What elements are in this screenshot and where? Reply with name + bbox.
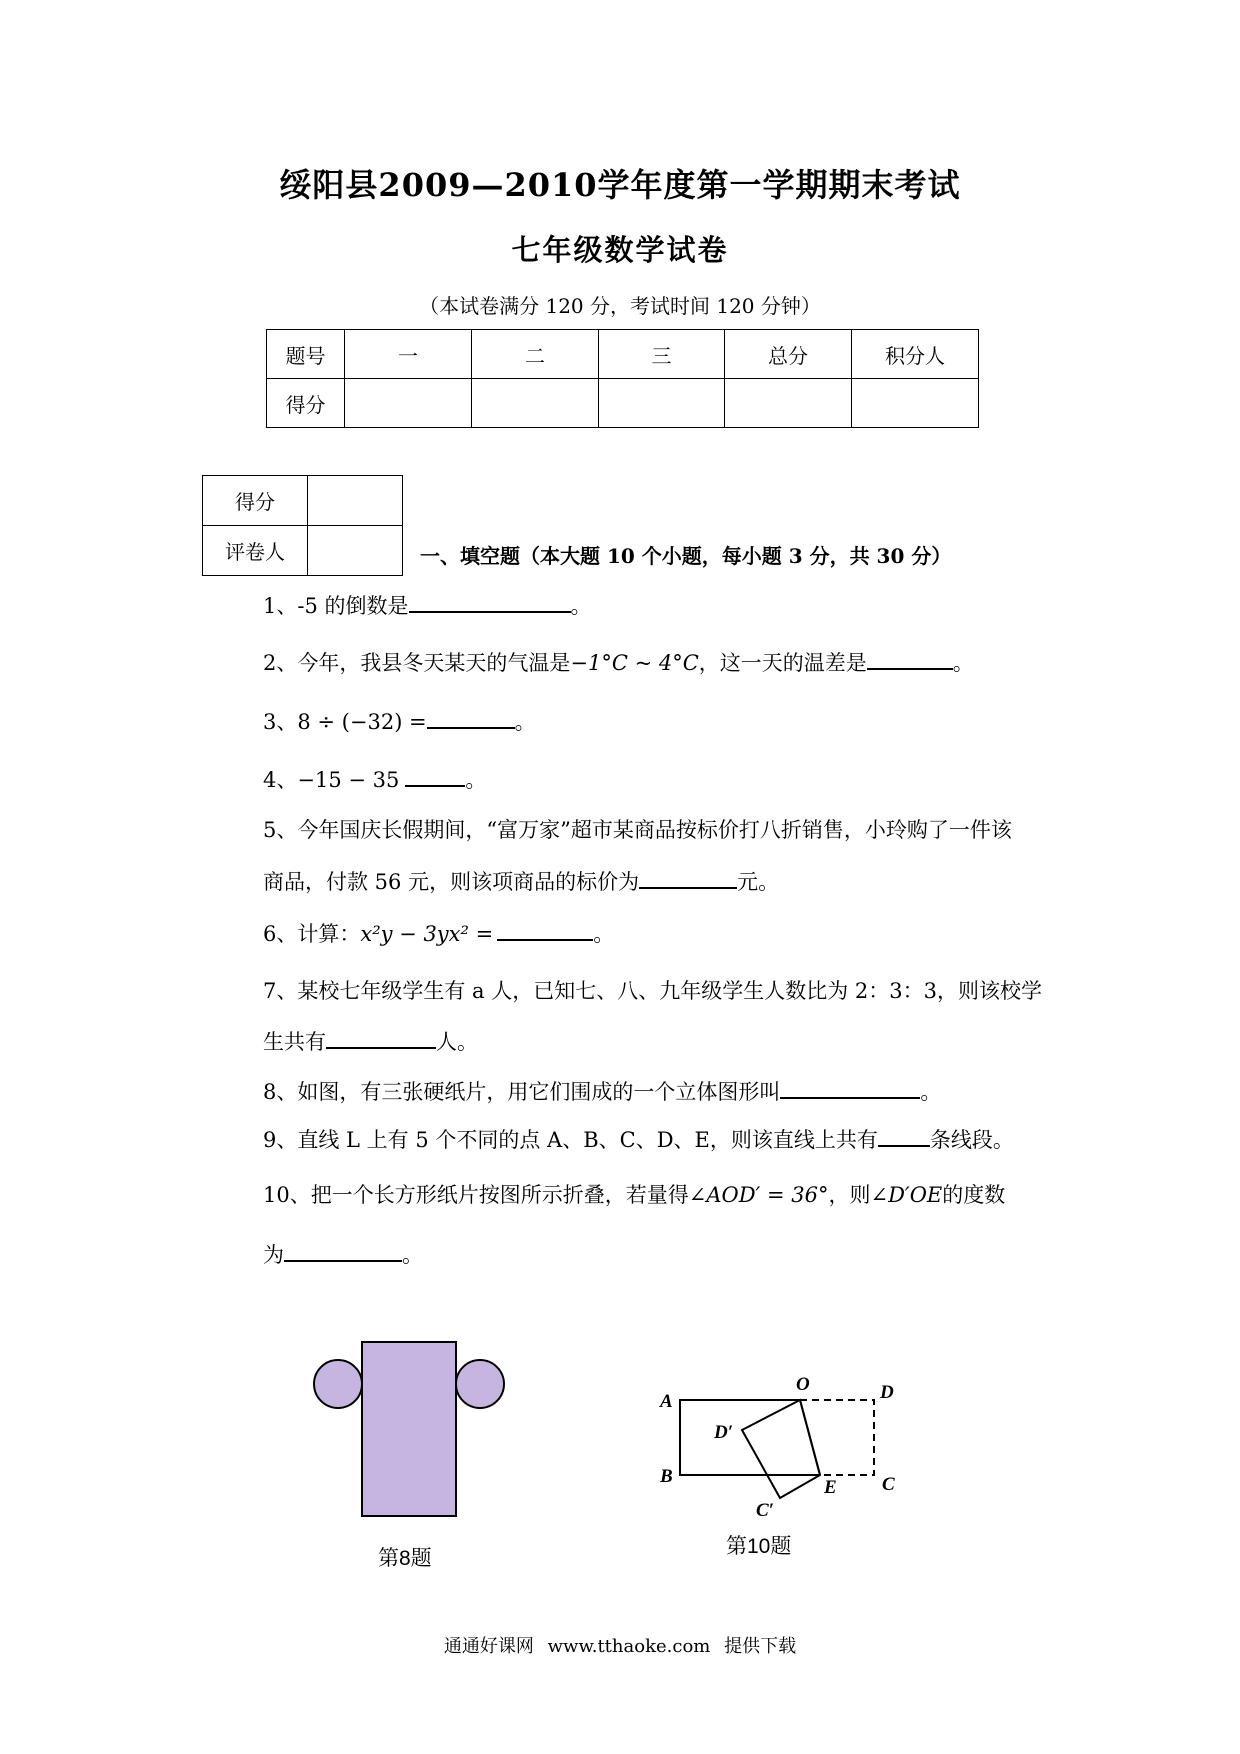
question-1 [263,589,592,621]
question-text: 。 [952,651,974,675]
score-table-cell: 积分人 [852,330,979,379]
question-7-line-1: 7、某校七年级学生有 a 人，已知七、八、九年级学生人数比为 2：3：3，则该校学 [263,979,1042,1003]
exam-note: （本试卷满分 120 分，考试时间 120 分钟） [419,294,821,318]
score-table-cell: 题号 [267,330,345,379]
rectangle-dashed-edge [800,1400,874,1475]
answer-blank[interactable] [284,1238,402,1262]
question-text: 元。 [737,870,780,894]
label-C-prime: C′ [756,1500,775,1520]
question-text: 1、-5 的倒数是 [263,594,409,618]
score-table-cell: 二 [472,330,599,379]
grader-name-label: 评卷人 [203,526,308,576]
question-6 [263,917,614,949]
question-text: 商品，付款 56 元，则该项商品的标价为 [263,870,640,894]
label-B: B [660,1466,673,1487]
question-text: 。 [593,922,615,946]
answer-blank[interactable] [326,1025,436,1049]
answer-blank[interactable] [497,917,593,941]
math-expression: ∠D′OE [870,1183,943,1207]
math-expression: ∠AOD′ = 36° [688,1183,829,1207]
math-expression: x²y − 3yx² = [360,922,494,946]
answer-blank[interactable] [867,646,953,670]
grader-table-row [203,526,403,576]
figure-10-caption: 第10题 [726,1535,792,1558]
grader-table-row [203,476,403,526]
question-3 [263,705,536,737]
question-text: ，则 [828,1183,871,1207]
question-text: 条线段。 [929,1128,1014,1152]
score-table-cell: 得分 [267,379,345,428]
question-10-line-1 [263,1180,1005,1210]
grader-score-label: 得分 [203,476,308,526]
section-heading: 一、填空题（本大题 10 个小题，每小题 3 分，共 30 分） [420,544,952,568]
score-table-empty-cell [599,379,725,428]
math-expression: −1°C ~ 4°C [570,651,699,675]
footer-site-name: 通通好课网 [443,1636,534,1657]
question-5-line-1: 5、今年国庆长假期间，“富万家”超市某商品按标价打八折销售，小玲购了一件该 [263,818,1012,842]
score-table-score-row [267,379,979,428]
folded-flap [742,1400,820,1498]
figure-8-caption: 第8题 [378,1547,432,1570]
score-table-empty-cell [472,379,599,428]
math-expression: 8 ÷ (−32) = [297,710,427,734]
exam-subtitle: 七年级数学试卷 [511,233,729,267]
circle-right [456,1360,504,1408]
answer-blank[interactable] [780,1075,920,1099]
question-text: ，这一天的温差是 [698,651,867,675]
question-9 [263,1123,1014,1155]
question-text: 。 [465,768,487,792]
answer-blank[interactable] [878,1123,930,1147]
question-10-line-2 [263,1238,423,1270]
question-text: 的度数 [942,1183,1006,1207]
label-A: A [660,1391,673,1412]
label-O: O [796,1374,810,1395]
score-table-cell: 一 [345,330,472,379]
score-table-cell: 总分 [725,330,852,379]
answer-blank[interactable] [639,865,737,889]
question-2 [263,646,974,678]
grader-table [202,475,403,576]
question-text: 4、 [263,768,298,792]
score-table [266,329,979,428]
question-text: 生共有 [263,1030,326,1054]
answer-blank[interactable] [405,763,465,787]
question-text: 8、如图，有三张硬纸片，用它们围成的一个立体图形叫 [263,1080,781,1104]
score-table-empty-cell [852,379,979,428]
math-expression: −15 − 35 [297,768,400,792]
footer [0,1632,1240,1658]
answer-blank[interactable] [409,589,571,613]
circle-left [314,1360,362,1408]
rectangle [362,1342,456,1516]
question-text: 。 [570,594,592,618]
question-text: 人。 [436,1030,478,1054]
grader-empty-cell [308,476,403,526]
footer-url[interactable]: www.tthaoke.com [547,1636,711,1657]
answer-blank[interactable] [427,705,515,729]
question-text: 。 [920,1080,942,1104]
question-text: 。 [402,1243,423,1267]
question-text: 9、直线 L 上有 5 个不同的点 A、B、C、D、E，则该直线上共有 [263,1128,878,1152]
question-text: 为 [263,1243,284,1267]
question-4 [263,763,486,795]
grader-empty-cell [308,526,403,576]
label-D: D [880,1382,894,1403]
footer-suffix: 提供下载 [724,1636,797,1657]
question-8 [263,1075,941,1107]
label-C: C [882,1474,895,1495]
question-text: 2、今年，我县冬天某天的气温是 [263,651,571,675]
question-5-line-2 [263,865,779,897]
question-text: 6、计算： [263,922,361,946]
rectangle-solid-edge [680,1400,820,1475]
figure-8-cylinder-net [300,1330,520,1560]
exam-title: 绥阳县2009—2010学年度第一学期期末考试 [279,166,961,204]
question-text: 。 [514,710,536,734]
label-D-prime: D′ [714,1422,734,1443]
score-table-empty-cell [345,379,472,428]
figure-10-folded-rectangle [640,1360,910,1520]
question-text: 10、把一个长方形纸片按图所示折叠，若量得 [263,1183,689,1207]
score-table-header-row [267,330,979,379]
label-E: E [824,1477,837,1498]
question-text: 3、 [263,710,298,734]
score-table-cell: 三 [599,330,725,379]
score-table-empty-cell [725,379,852,428]
question-7-line-2 [263,1025,478,1057]
